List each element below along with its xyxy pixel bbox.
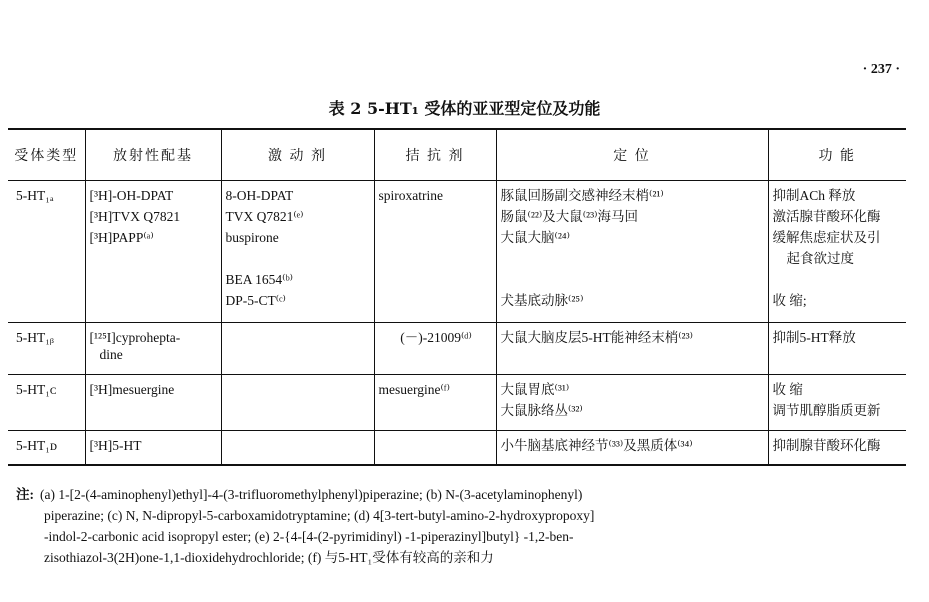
cell-location: 小牛脑基底神经节⁽³³⁾及黑质体⁽³⁴⁾: [496, 431, 768, 465]
table-title: 表 2 5-HT₁ 受体的亚亚型定位及功能: [328, 99, 601, 118]
cell-agonist: [221, 375, 374, 431]
cell-location: 豚鼠回肠副交感神经末梢⁽²¹⁾ 肠鼠⁽²²⁾及大鼠⁽²³⁾海马回 大鼠大脑⁽²⁴⁾ 犬基底动脉⁽²⁵⁾: [496, 181, 768, 323]
cell-function: 抑制ACh 释放 激活腺苷酸环化酶 缓解焦虑症状及引 起食欲过度 收 缩;: [768, 181, 906, 323]
receptor-table: [8, 128, 906, 466]
cell-ligand: [¹²⁵I]cyprohepta- dine: [85, 323, 221, 375]
cell-location: 大鼠大脑皮层5-HT能神经末梢⁽²³⁾: [496, 323, 768, 375]
header-function: 功 能: [768, 129, 906, 181]
cell-agonist: 8-OH-DPAT TVX Q7821⁽ᵉ⁾ buspirone BEA 1654⁽ᵇ⁾ DP-5-CT⁽ᶜ⁾: [221, 181, 374, 323]
header-radioligand: 放射性配基: [85, 129, 221, 181]
cell-antagonist: mesuergine⁽ᶠ⁾: [374, 375, 496, 431]
cell-function: 收 缩 调节肌醇脂质更新: [768, 375, 906, 431]
table-row: [8, 431, 906, 465]
header-receptor-type: 受体类型: [14, 149, 79, 164]
table-header-row: [8, 129, 906, 181]
cell-ligand: [³H]-OH-DPAT [³H]TVX Q7821 [³H]PAPP⁽ᵃ⁾: [85, 181, 221, 323]
cell-ligand: [³H]5-HT: [85, 431, 221, 465]
table-row: [8, 375, 906, 431]
cell-type: 5-HT₁ᴄ: [16, 382, 57, 397]
footnote-line: zisothiazol-3(2H)one-1,1-dioxidehydrochloride; (f) 与5-HT₁受体有较高的亲和力: [44, 550, 494, 565]
cell-function: 抑制5-HT释放: [768, 323, 906, 375]
table-row: [8, 323, 906, 375]
cell-type: 5-HT₁ₐ: [16, 188, 54, 203]
header-location: 定 位: [496, 129, 768, 181]
header-antagonist: 拮 抗 剂: [374, 129, 496, 181]
cell-antagonist: (－)-21009⁽ᵈ⁾: [374, 323, 496, 375]
footnote-line: 注: (a) 1-[2-(4-aminophenyl)ethyl]-4-(3-trifluoromethylphenyl)piperazine; (b) N-(3-acetylaminophenyl): [16, 487, 583, 502]
cell-antagonist: spiroxatrine: [374, 181, 496, 323]
cell-agonist: [221, 431, 374, 465]
header-agonist: 激 动 剂: [221, 129, 374, 181]
cell-agonist: [221, 323, 374, 375]
cell-antagonist: [374, 431, 496, 465]
cell-type: 5-HT₁ᴅ: [16, 438, 58, 453]
cell-location: 大鼠胃底⁽³¹⁾ 大鼠脉络丛⁽³²⁾: [496, 375, 768, 431]
cell-function: 抑制腺苷酸环化酶: [768, 431, 906, 465]
footnote-line: piperazine; (c) N, N-dipropyl-5-carboxamidotryptamine; (d) 4[3-tert-butyl-amino-2-hydroxypropoxy]: [44, 508, 595, 523]
table-footnotes: [16, 484, 906, 568]
cell-ligand: [³H]mesuergine: [85, 375, 221, 431]
cell-type: 5-HT₁ᵦ: [16, 330, 54, 345]
footnote-label: 注:: [16, 487, 34, 502]
footnote-line: -indol-2-carbonic acid isopropyl ester; (e) 2-{4-[4-(2-pyrimidinyl) -1-piperazinyl]butyl} -1,2-ben-: [44, 529, 574, 544]
page-number: · 237 ·: [862, 62, 900, 77]
table-row: [8, 181, 906, 323]
